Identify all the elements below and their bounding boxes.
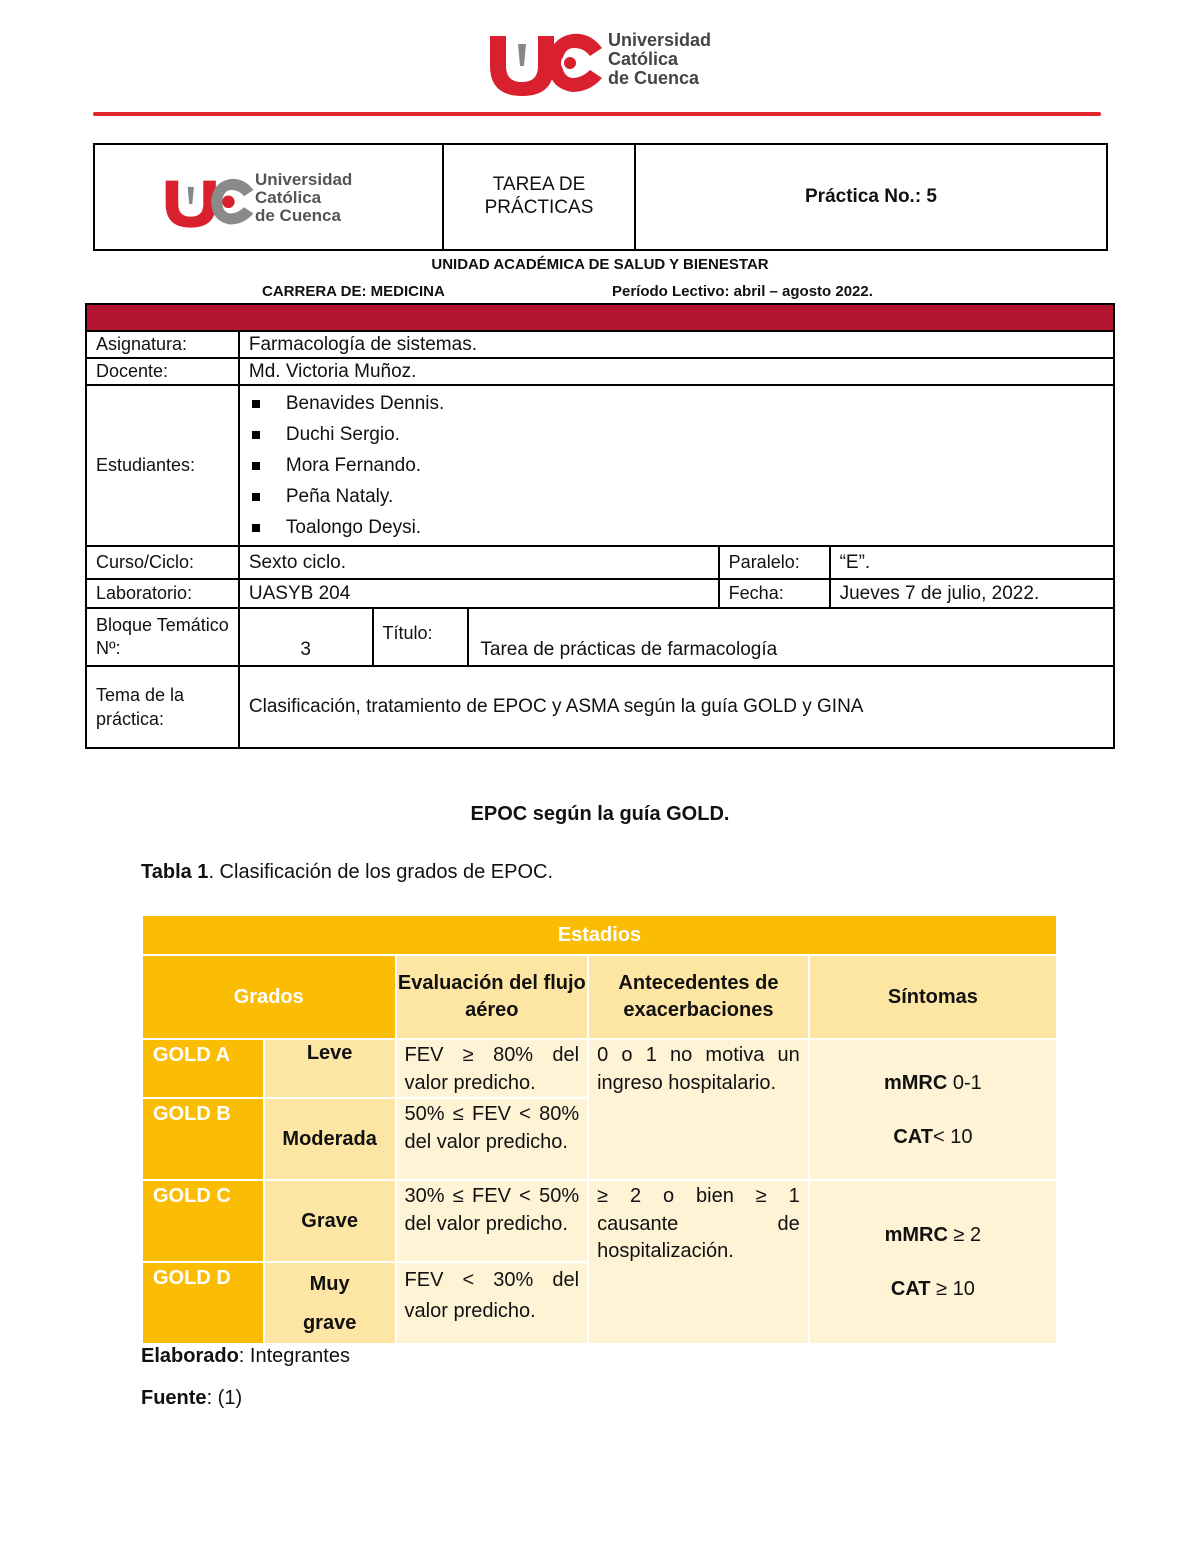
severity-label: Moderada (264, 1098, 396, 1180)
column-header-airflow: Evaluación del flujo aéreo (396, 955, 589, 1039)
symptom-cat-value: ≥ 10 (930, 1278, 975, 1301)
grade-label: GOLD C (142, 1180, 264, 1262)
airflow-value: FEV ≥ 80% del valor predicho. (396, 1039, 589, 1098)
students-cell (239, 385, 1114, 546)
academic-period: Período Lectivo: abril – agosto 2022. (612, 283, 873, 300)
student-name: Benavides Dennis. (285, 393, 445, 414)
airflow-value: FEV < 30% del valor predicho. (396, 1262, 589, 1344)
bullet-icon (252, 462, 260, 470)
uc-logo-icon (484, 26, 604, 98)
list-item (252, 512, 1113, 543)
uc-logo-small-icon (161, 161, 255, 241)
task-title: TAREA DE PRÁCTICAS (444, 145, 636, 249)
grade-label: GOLD B (142, 1098, 264, 1180)
symptom-mmrc-label: mMRC (884, 1224, 948, 1247)
parallel-label: Paralelo: (719, 546, 830, 579)
university-name-line1: Universidad (608, 30, 712, 50)
university-name-line2: Católica (608, 48, 679, 69)
university-logo-small (161, 161, 353, 241)
symptom-cat-label: CAT (893, 1125, 933, 1148)
header-logo-cell (95, 145, 444, 249)
title-label: Título: (373, 608, 469, 666)
bullet-icon (252, 524, 260, 532)
header-divider (93, 112, 1101, 116)
table-caption (141, 861, 553, 884)
course-label: Curso/Ciclo: (86, 546, 239, 579)
table-row (142, 1039, 1057, 1098)
academic-unit: UNIDAD ACADÉMICA DE SALUD Y BIENESTAR (431, 256, 769, 273)
bullet-icon (252, 493, 260, 501)
student-name: Duchi Sergio. (285, 424, 400, 445)
lab-value: UASYB 204 (239, 579, 719, 608)
symptom-mmrc-value: ≥ 2 (947, 1224, 982, 1247)
topic-value: Clasificación, tratamiento de EPOC y ASMA según la guía GOLD y GINA (239, 666, 1114, 748)
block-value: 3 (239, 608, 373, 666)
university-logo (484, 26, 724, 98)
date-value: Jueves 7 de julio, 2022. (830, 579, 1114, 608)
made-by (141, 1345, 350, 1368)
gold-classification-table (141, 914, 1058, 1345)
info-header-bar (86, 304, 1114, 331)
students-label: Estudiantes: (86, 385, 239, 546)
source (141, 1387, 242, 1410)
course-value: Sexto ciclo. (239, 546, 719, 579)
list-item (252, 481, 1113, 512)
students-list (240, 386, 1113, 545)
severity-label: Leve (264, 1039, 396, 1098)
symptom-mmrc-label: mMRC (883, 1071, 948, 1094)
career: CARRERA DE: MEDICINA (262, 283, 445, 300)
student-name: Mora Fernando. (285, 455, 422, 476)
symptoms-low (809, 1039, 1057, 1180)
severity-label: Grave (264, 1180, 396, 1262)
teacher-label: Docente: (86, 358, 239, 385)
university-small-line2: Católica (255, 187, 322, 207)
list-item (252, 388, 1113, 419)
source-label: Fuente (141, 1387, 207, 1409)
exacerbation-value: 0 o 1 no motiva un ingreso hospitalario. (588, 1039, 809, 1180)
made-by-label: Elaborado (141, 1345, 239, 1367)
grade-label: GOLD A (142, 1039, 264, 1098)
bullet-icon (252, 400, 260, 408)
grade-label: GOLD D (142, 1262, 264, 1344)
column-header-symptoms: Síntomas (809, 955, 1057, 1039)
university-small-line3: de Cuenca (255, 205, 341, 225)
airflow-value: 50% ≤ FEV < 80% del valor predicho. (396, 1098, 589, 1180)
topic-label: Tema de la práctica: (86, 666, 239, 748)
student-name: Toalongo Deysi. (285, 517, 422, 538)
table-row (142, 1180, 1057, 1262)
bullet-icon (252, 431, 260, 439)
airflow-value: 30% ≤ FEV < 50% del valor predicho. (396, 1180, 589, 1262)
lab-label: Laboratorio: (86, 579, 239, 608)
date-label: Fecha: (719, 579, 830, 608)
symptom-mmrc-value: 0-1 (947, 1071, 982, 1094)
symptom-cat-label: CAT (890, 1278, 931, 1301)
parallel-value: “E”. (830, 546, 1114, 579)
title-value: Tarea de prácticas de farmacología (468, 608, 1114, 666)
table-caption-text: . Clasificación de los grados de EPOC. (208, 861, 554, 883)
student-name: Peña Nataly. (285, 486, 394, 507)
column-header-exacerbations: Antecedentes de exacerbaciones (588, 955, 809, 1039)
subject-value: Farmacología de sistemas. (239, 331, 1114, 358)
section-title: EPOC según la guía GOLD. (470, 803, 730, 825)
table-caption-number: Tabla 1 (141, 861, 209, 883)
university-name-line3: de Cuenca (608, 67, 700, 88)
header-box (93, 143, 1108, 251)
list-item (252, 450, 1113, 481)
symptom-cat-value: < 10 (932, 1125, 973, 1148)
table-header-stages: Estadios (142, 915, 1057, 955)
list-item (252, 419, 1113, 450)
column-header-grades: Grados (142, 955, 396, 1039)
university-small-line1: Universidad (255, 170, 353, 189)
made-by-value: : Integrantes (238, 1345, 350, 1367)
info-table (85, 303, 1115, 749)
severity-label: Muy grave (264, 1262, 396, 1344)
exacerbation-value: ≥ 2 o bien ≥ 1 causante de hospitalización. (588, 1180, 809, 1344)
subject-label: Asignatura: (86, 331, 239, 358)
source-value: : (1) (206, 1387, 243, 1409)
teacher-value: Md. Victoria Muñoz. (239, 358, 1114, 385)
practice-number: Práctica No.: 5 (805, 186, 937, 207)
block-label: Bloque Temático Nº: (86, 608, 239, 666)
symptoms-high (809, 1180, 1057, 1344)
